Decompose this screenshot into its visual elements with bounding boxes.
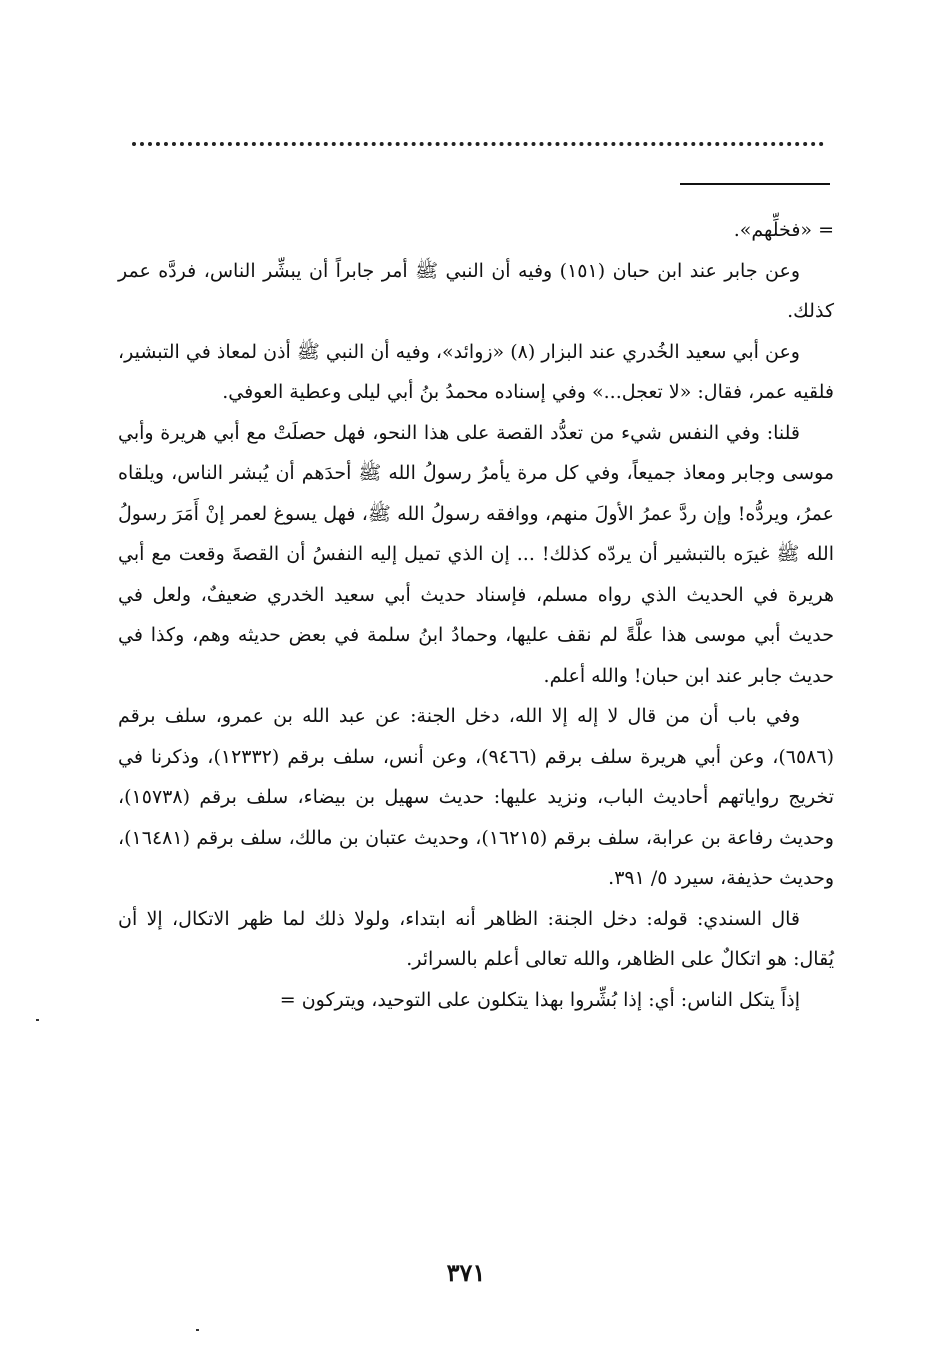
dotted-separator xyxy=(132,132,824,146)
paragraph-jabir: وعن جابر عند ابن حبان (١٥١) وفيه أن النبي ﷺ أمر جابراً أن يبشِّر الناس، فردَّه عمر كذلك. xyxy=(118,259,834,322)
paragraph-qulna: قلنا: وفي النفس شيء من تعدُّد القصة على هذا النحو، فهل حصلَتْ مع أبي هريرة وأبي موسى وجابر ومعاذ جميعاً، وفي كل مرة يأمرُ رسولُ الله ﷺ أحدَهم أن يُبشر الناس، ويلقاه عمرُ، ويردُّه! وإن ردَّ عمرُ الأولَ منهم، ووافقه رسولُ الله ﷺ، فهل يسوغ لعمر إنْ أَمَرَ رسولُ الله ﷺ غيرَه بالتبشير أن يردّه كذلك! ... إن الذي تميل إليه النفسُ أن القصةَ وقعت مع أبي هريرة في الحديث الذي رواه مسلم، فإسناد حديث أبي سعيد الخدري ضعيفٌ، ولعل في حديث أبي موسى هذا علَّةً لم نقف عليها، وحمادُ ابنُ سلمة في بعض حديثه وهم، وكذا في حديث جابر عند ابن حبان! والله أعلم. xyxy=(118,421,834,687)
page-number: ٣٧١ xyxy=(446,1258,486,1287)
paragraph-abu-said: وعن أبي سعيد الخُدري عند البزار (٨) «زوائد»، وفيه أن النبي ﷺ أذن لمعاذ في التبشير، فلقيه عمر، فقال: «لا تعجل...» وفي إسناده محمدُ بنُ أبي ليلى وعطية العوفي. xyxy=(118,340,834,403)
footnote-text-block xyxy=(118,210,834,1020)
paragraph-yattakil: إذاً يتكل الناس: أي: إذا بُشِّروا بهذا يتكلون على التوحيد، ويتركون = xyxy=(279,988,800,1011)
footnote-rule xyxy=(680,183,830,185)
scan-speck xyxy=(36,1019,39,1021)
footnote-continuation: = «فخلِّهم». xyxy=(733,219,834,241)
paragraph-bab: وفي باب أن من قال لا إله إلا الله، دخل الجنة: عن عبد الله بن عمرو، سلف برقم (٦٥٨٦)، وعن أبي هريرة سلف برقم (٩٤٦٦)، وعن أنس، سلف برقم (١٢٣٣٢)، وذكرنا في تخريج رواياتهم أحاديث الباب، ونزيد عليها: حديث سهيل بن بيضاء، سلف برقم (١٥٧٣٨)، وحديث رفاعة بن عرابة، سلف برقم (١٦٢١٥)، وحديث عتبان بن مالك، سلف برقم (١٦٤٨١)، وحديث حذيفة، سيرد ٥/ ٣٩١. xyxy=(118,705,834,889)
paragraph-sindi: قال السندي: قوله: دخل الجنة: الظاهر أنه ابتداء، ولولا ذلك لما ظهر الاتكال، إلا أن يُقال: هو اتكالٌ على الظاهر، والله تعالى أعلم بالسرائر. xyxy=(118,907,834,970)
scan-speck xyxy=(196,1329,199,1331)
